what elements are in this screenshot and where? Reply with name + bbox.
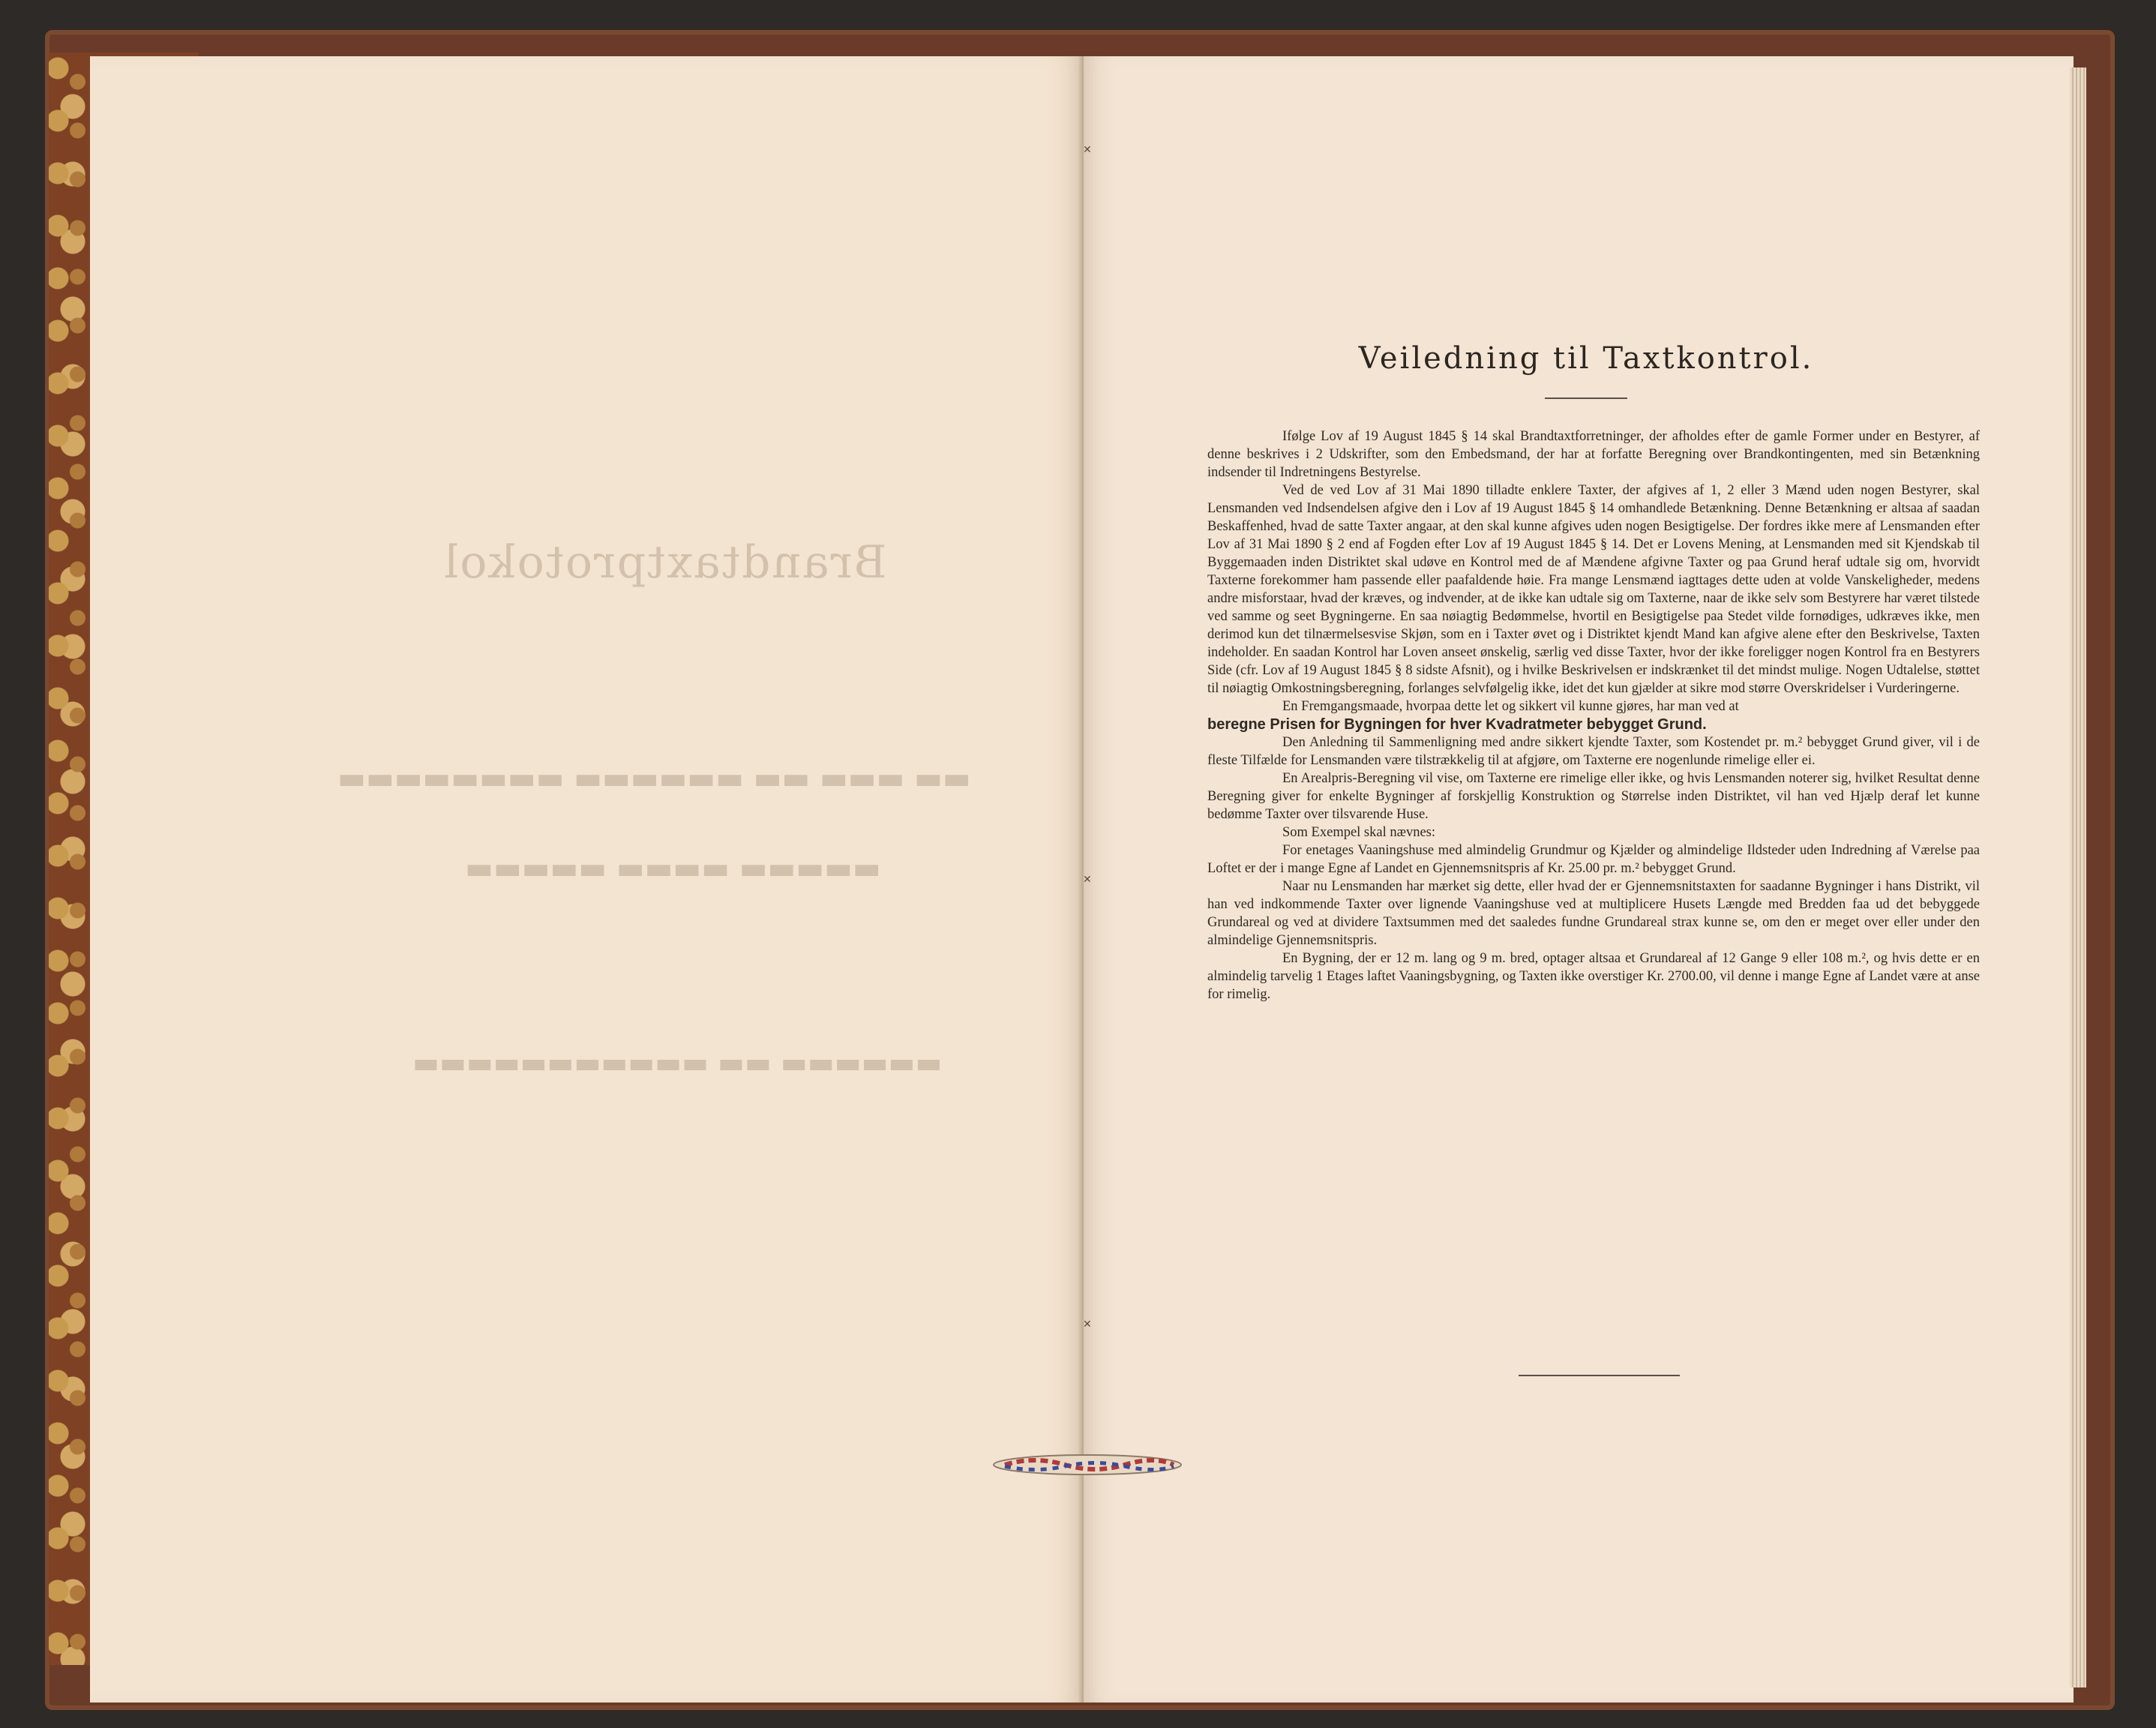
stitch-mark: ✕ (1083, 1318, 1092, 1330)
page-title: Veiledning til Taxtkontrol. (1358, 341, 1814, 376)
show-through-text: Brandtaxtprotokol (442, 536, 887, 589)
paragraph: Ved de ved Lov af 31 Mai 1890 tilladte enklere Taxter, der afgives af 1, 2 eller 3 Mænd uden nogen Bestyrer, skal Lensmanden ved Indsendelsen afgive den i Lov af 19 August 1845 § 14 omhandlede Betænkning. Denne Betænkning er altsaa af saadan Beskaffenhed, hvad de satte Taxter angaar, at den skal kunne afgives uden nogen Besigtigelse. Der fordres ikke mere af Lensmanden efter Lov af 31 Mai 1890 § 2 end af Fogden efter Lov af 19 August 1845 § 14. Det er Lovens Mening, at Lensmanden med sit Kjendskab til Byggemaaden inden Distriktet skal udøve en Kontrol med de af Mændene afgivne Taxter og paa Grund heraf udtale sig om, hvorvidt Taxterne forekommer ham passende eller paafaldende høie. Fra mange Lensmænd iagttages dette uden at volde Vanskeligheder, medens andre misforstaar, hvad der kræves, og indvender, at de ikke kan udtale sig om Taxterne, naar de ikke selv som Bestyrere har været tilstede ved samme og seet Bygningerne. En saa nøiagtig Bedømmelse, hvortil en Besigtigelse paa Stedet vilde fornødiges, udkræves ikke, men derimod kun det tilnærmelsesvise Skjøn, som en i Taxter øvet og i Distriktet kjendt Mand kan afgive alene efter den Beskrivelse, Taxten indeholder. En saadan Kontrol har Loven anseet ønskelig, særlig ved disse Taxter, hvor der ikke foreligger nogen Kontrol fra en Bestyrers Side (cfr. Lov af 19 August 1845 § 8 sidste Afsnit), og i hvilke Beskrivelsen er indskrænket til det mindst mulige. Nogen Udtalelse, støttet til nøiagtig Omkostningsberegning, forlanges selvfølgelig ikke, idet det kun gjælder at sikre mod større Overskridelser i Vurderingerne. (1207, 483, 1980, 696)
binding-stitch (990, 1452, 1185, 1478)
end-rule (1519, 1375, 1680, 1376)
left-page (90, 56, 1080, 1702)
title-rule (1545, 398, 1627, 399)
highlight-line: beregne Prisen for Bygningen for hver Kvadratmeter bebygget Grund. (1207, 716, 1707, 733)
show-through-text: ▬▬▬▬▬▬ ▬▬ ▬▬▬▬▬▬▬▬▬▬▬ (412, 1046, 943, 1079)
paragraph: Ifølge Lov af 19 August 1845 § 14 skal Brandtaxtforretninger, der afholdes efter de gamle Former under en Bestyrer, af denne beskrives i 2 Udskrifter, som den Embedsmand, der har at forfatte Beregning over Brandkontingenten, med sin Betænkning indsender til Indretningens Bestyrelse. (1207, 429, 1980, 480)
paragraph: For enetages Vaaningshuse med almindelig Grundmur og Kjælder og almindelige Ildsteder uden Indredning af Værelse paa Loftet er der i mange Egne af Landet en Gjennemsnitspris af Kr. 25.00 pr. m.² bebygget Grund. (1207, 843, 1980, 876)
paragraph: En Bygning, der er 12 m. lang og 9 m. bred, optager altsaa et Grundareal af 12 Gange 9 eller 108 m.², og hvis dette er en almindelig tarvelig 1 Etages laftet Vaaningsbygning, og Taxten ikke overstiger Kr. 2700.00, vil denne i mange Egne af Landet være at anse for rimelig. (1207, 951, 1980, 1002)
paragraph: En Fremgangsmaade, hvorpaa dette let og sikkert vil kunne gjøres, har man ved at (1282, 699, 1739, 714)
paragraph: En Arealpris-Beregning vil vise, om Taxterne ere rimelige eller ikke, og hvis Lensmanden noterer sig, hvilket Resultat denne Beregning giver for enkelte Bygninger af forskjellig Konstruktion og Størrelse inden Distriktet, vil han ved Hjælp deraf let kunne bedømme Taxter over tilsvarende Huse. (1207, 771, 1980, 822)
show-through-text: ▬▬ ▬▬▬ ▬▬ ▬▬▬▬▬▬ ▬▬▬▬▬▬▬▬ (337, 761, 971, 796)
body-text (1207, 428, 1980, 1004)
paragraph: Som Exempel skal nævnes: (1282, 825, 1435, 840)
paragraph: Naar nu Lensmanden har mærket sig dette, eller hvad der er Gjennemsnitstaxten for saadanne Bygninger i hans Distrikt, vil han ved indkommende Taxter over lignende Vaaningshuse ved at multiplicere Husets Længde med Bredden faa ud det bebyggede Grundareal og ved at dividere Taxtsummen med det saaledes fundne Grundareal strax kunne se, om den er meget over eller under den almindelige Gjennemsnitspris. (1207, 879, 1980, 948)
stitch-mark: ✕ (1083, 144, 1092, 156)
stitch-mark: ✕ (1083, 874, 1092, 886)
paragraph: Den Anledning til Sammenligning med andre sikkert kjendte Taxter, som Kostendet pr. m.² bebygget Grund giver, vil i de fleste Tilfælde for Lensmanden være tilstrækkelig til at afgjøre, om Taxterne ere nogenlunde rimelige eller ei. (1207, 735, 1980, 768)
page-edges (2070, 68, 2086, 1688)
show-through-text: ▬▬▬▬▬ ▬▬▬▬ ▬▬▬▬▬ (465, 851, 881, 886)
